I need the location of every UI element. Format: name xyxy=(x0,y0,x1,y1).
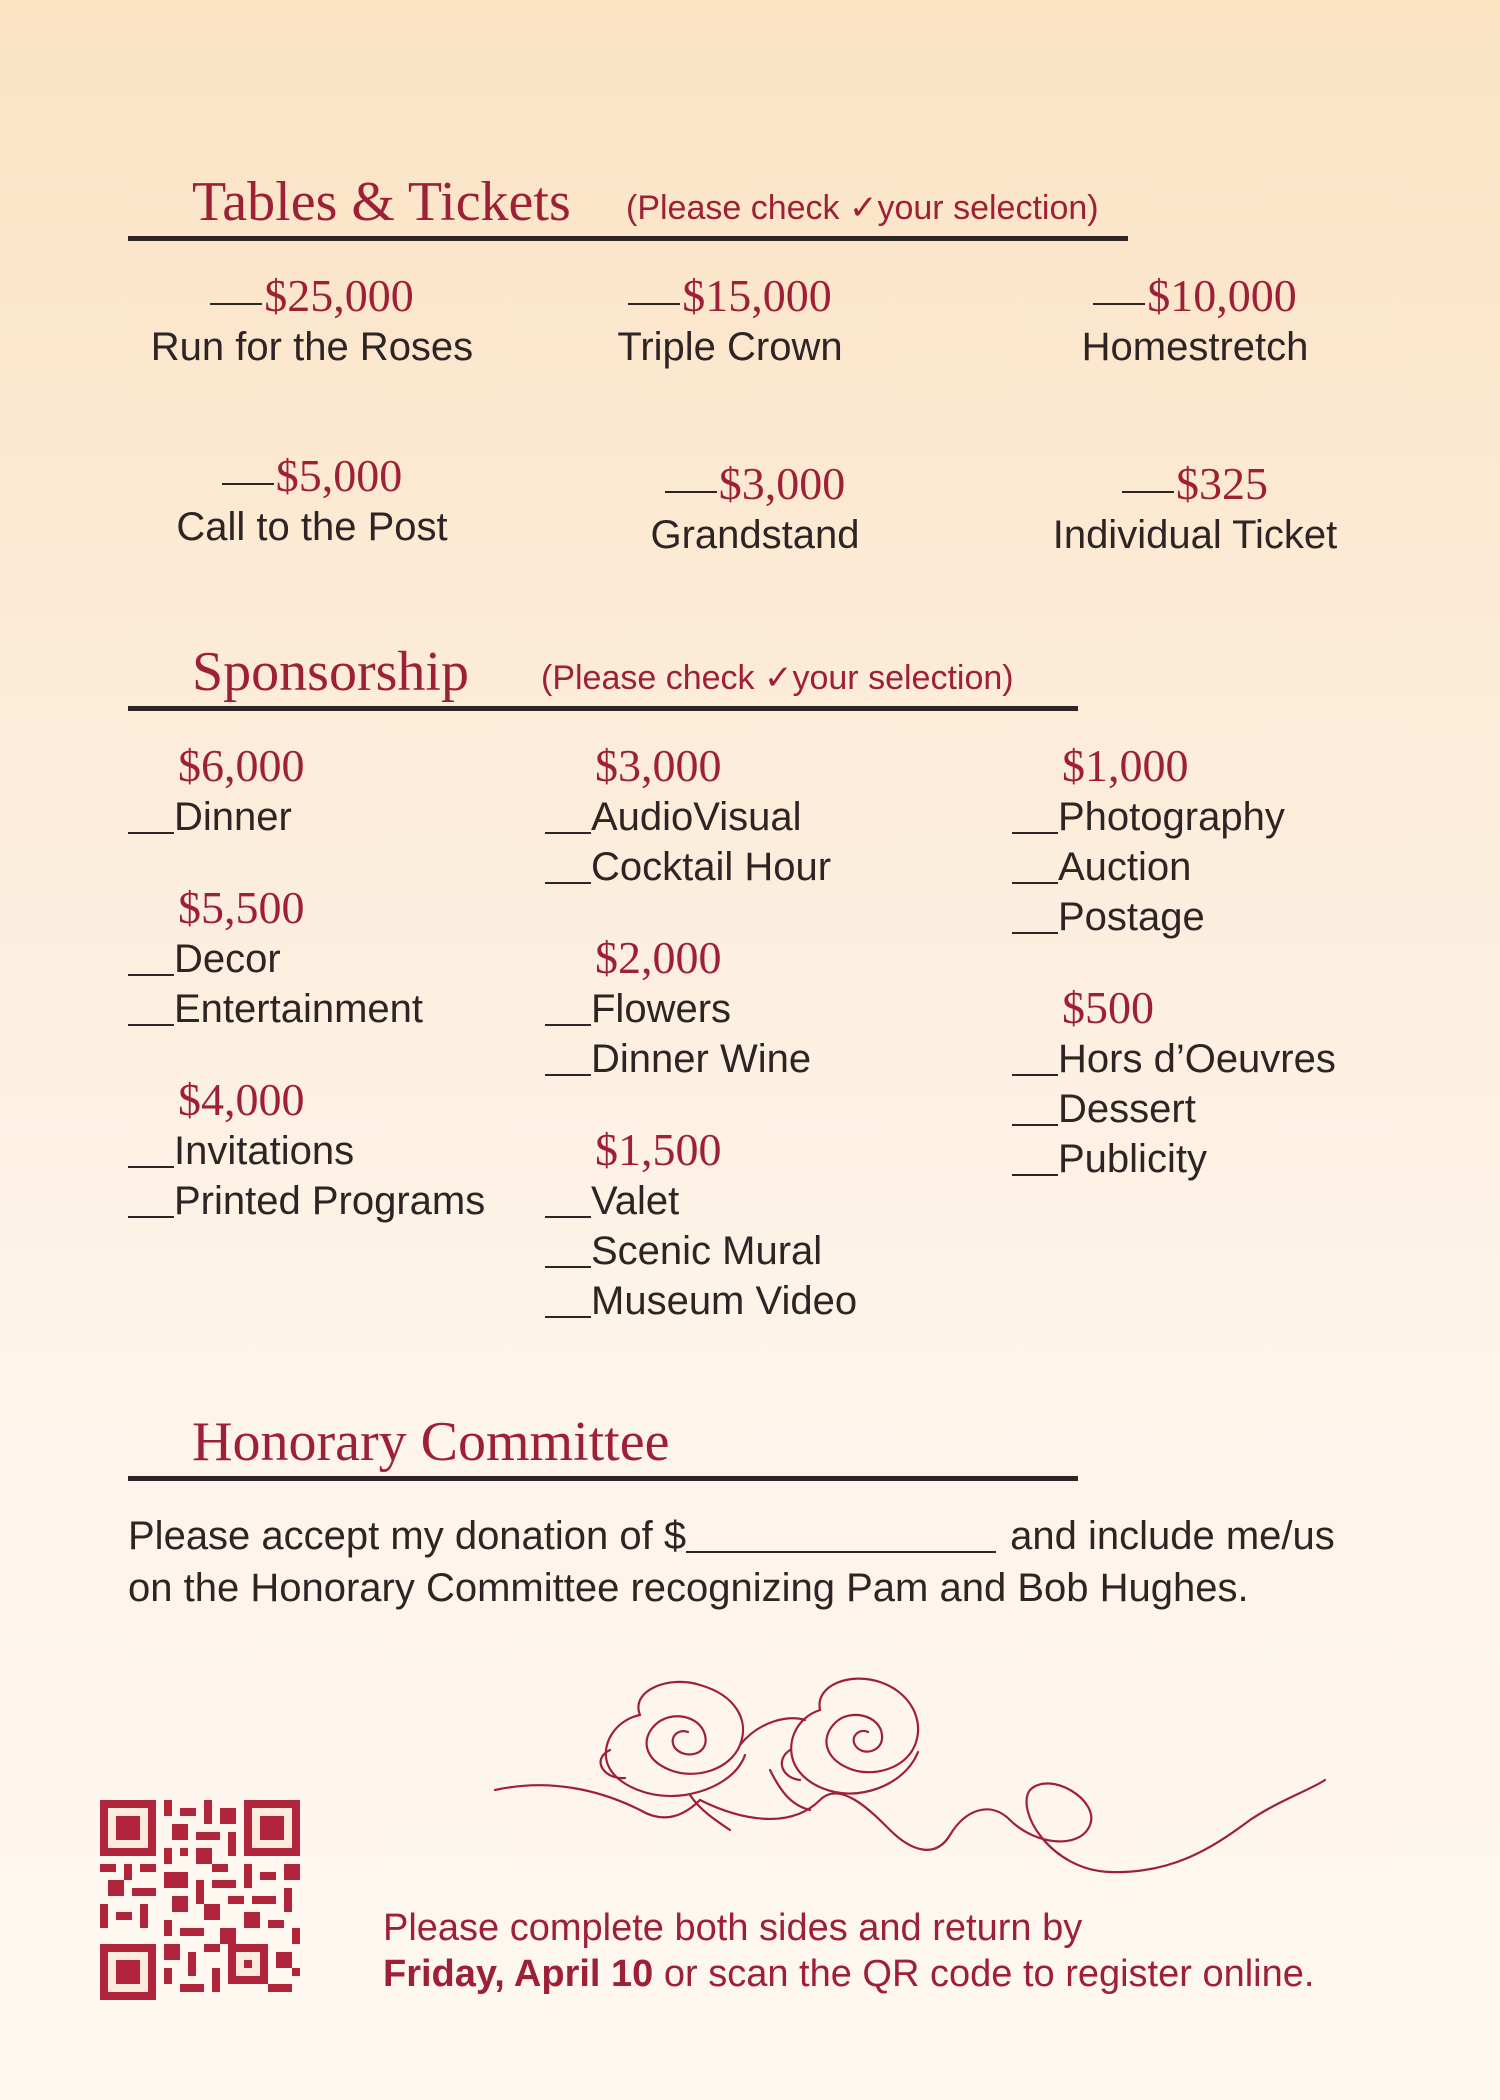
sponsor-item-photography[interactable]: Photography xyxy=(1012,792,1472,842)
checkbox-blank[interactable] xyxy=(222,483,274,485)
checkbox-blank[interactable] xyxy=(128,1216,174,1218)
sponsorship-note: (Please check ✓your selection) xyxy=(541,659,1014,697)
roses-illustration-icon xyxy=(490,1660,1330,1900)
sponsor-item-entertainment[interactable]: Entertainment xyxy=(128,984,588,1034)
ticket-option-call-to-the-post[interactable] xyxy=(112,450,512,552)
ticket-price: $10,000 xyxy=(1147,270,1297,321)
ticket-price: $15,000 xyxy=(682,270,832,321)
footer-deadline: Friday, April 10 xyxy=(383,1953,654,1995)
checkbox-blank[interactable] xyxy=(1012,882,1058,884)
tier-amount: $500 xyxy=(1062,982,1154,1033)
tickets-title: Tables & Tickets xyxy=(192,171,571,233)
checkbox-blank[interactable] xyxy=(128,974,174,976)
sponsorship-section-header xyxy=(128,630,1078,711)
footer-line-1: Please complete both sides and return by xyxy=(383,1907,1083,1949)
sponsorship-column-3 xyxy=(1012,740,1472,1184)
committee-title: Honorary Committee xyxy=(192,1411,670,1473)
checkbox-blank[interactable] xyxy=(1093,303,1145,305)
checkbox-blank[interactable] xyxy=(545,1216,591,1218)
checkbox-blank[interactable] xyxy=(1012,932,1058,934)
ticket-price: $325 xyxy=(1176,458,1268,509)
checkbox-blank[interactable] xyxy=(1012,1124,1058,1126)
sponsor-item-dinner[interactable]: Dinner xyxy=(128,792,588,842)
sponsor-item-museum-video[interactable]: Museum Video xyxy=(545,1276,1005,1326)
ticket-name: Homestretch xyxy=(1081,325,1309,369)
committee-text: Please accept my donation of $ and include me/us on the Honorary Committee recognizing Pam and Bob Hughes. xyxy=(128,1514,1335,1610)
footer-line-2: or scan the QR code to register online. xyxy=(653,1953,1315,1995)
sponsor-item-postage[interactable]: Postage xyxy=(1012,892,1472,942)
tier-amount: $5,500 xyxy=(178,882,305,933)
tier-amount: $2,000 xyxy=(595,932,722,983)
sponsor-item-printed-programs[interactable]: Printed Programs xyxy=(128,1176,588,1226)
ticket-name: Run for the Roses xyxy=(150,325,474,369)
checkbox-blank[interactable] xyxy=(1122,491,1174,493)
ticket-name: Grandstand xyxy=(650,513,860,557)
sponsor-item-invitations[interactable]: Invitations xyxy=(128,1126,588,1176)
checkbox-blank[interactable] xyxy=(545,1266,591,1268)
qr-code-icon[interactable] xyxy=(100,1800,300,2000)
checkbox-blank[interactable] xyxy=(128,1166,174,1168)
sponsorship-column-1 xyxy=(128,740,588,1226)
ticket-price: $25,000 xyxy=(264,270,414,321)
sponsor-item-decor[interactable]: Decor xyxy=(128,934,588,984)
ticket-option-individual-ticket[interactable] xyxy=(995,458,1395,560)
ticket-option-grandstand[interactable] xyxy=(555,458,955,560)
ticket-price: $3,000 xyxy=(718,458,846,509)
sponsor-item-valet[interactable]: Valet xyxy=(545,1176,1005,1226)
tickets-section-header xyxy=(128,160,1128,241)
sponsor-item-dessert[interactable]: Dessert xyxy=(1012,1084,1472,1134)
sponsor-item-cocktail-hour[interactable]: Cocktail Hour xyxy=(545,842,1005,892)
checkbox-blank[interactable] xyxy=(210,303,262,305)
checkbox-blank[interactable] xyxy=(128,832,174,834)
checkbox-blank[interactable] xyxy=(545,1316,591,1318)
sponsorship-title: Sponsorship xyxy=(192,641,469,703)
tier-amount: $1,500 xyxy=(595,1124,722,1175)
tier-amount: $4,000 xyxy=(178,1074,305,1125)
footer-instructions xyxy=(383,1905,1383,1997)
checkbox-blank[interactable] xyxy=(128,1024,174,1026)
checkbox-blank[interactable] xyxy=(1012,1174,1058,1176)
checkbox-blank[interactable] xyxy=(545,1074,591,1076)
checkbox-blank[interactable] xyxy=(545,1024,591,1026)
sponsor-item-scenic-mural[interactable]: Scenic Mural xyxy=(545,1226,1005,1276)
checkbox-blank[interactable] xyxy=(545,882,591,884)
tier-amount: $1,000 xyxy=(1062,740,1189,791)
checkbox-blank[interactable] xyxy=(1012,832,1058,834)
sponsor-item-flowers[interactable]: Flowers xyxy=(545,984,1005,1034)
sponsorship-column-2 xyxy=(545,740,1005,1326)
ticket-name: Individual Ticket xyxy=(1052,513,1338,557)
checkbox-blank[interactable] xyxy=(665,491,717,493)
sponsor-item-audiovisual[interactable]: AudioVisual xyxy=(545,792,1005,842)
tier-amount: $3,000 xyxy=(595,740,722,791)
tickets-note: (Please check ✓your selection) xyxy=(626,189,1099,227)
ticket-price: $5,000 xyxy=(275,450,403,501)
checkbox-blank[interactable] xyxy=(1012,1074,1058,1076)
ticket-option-triple-crown[interactable] xyxy=(530,270,930,372)
ticket-option-run-for-the-roses[interactable] xyxy=(112,270,512,372)
ticket-option-homestretch[interactable] xyxy=(995,270,1395,372)
ticket-name: Call to the Post xyxy=(176,505,448,549)
checkbox-blank[interactable] xyxy=(545,832,591,834)
ticket-name: Triple Crown xyxy=(617,325,843,369)
sponsor-item-publicity[interactable]: Publicity xyxy=(1012,1134,1472,1184)
checkbox-blank[interactable] xyxy=(628,303,680,305)
tier-amount: $6,000 xyxy=(178,740,305,791)
donation-amount-blank[interactable] xyxy=(686,1551,996,1553)
sponsor-item-dinner-wine[interactable]: Dinner Wine xyxy=(545,1034,1005,1084)
committee-section-header xyxy=(128,1400,1078,1481)
sponsor-item-auction[interactable]: Auction xyxy=(1012,842,1472,892)
sponsor-item-hors-doeuvres[interactable]: Hors d’Oeuvres xyxy=(1012,1034,1472,1084)
